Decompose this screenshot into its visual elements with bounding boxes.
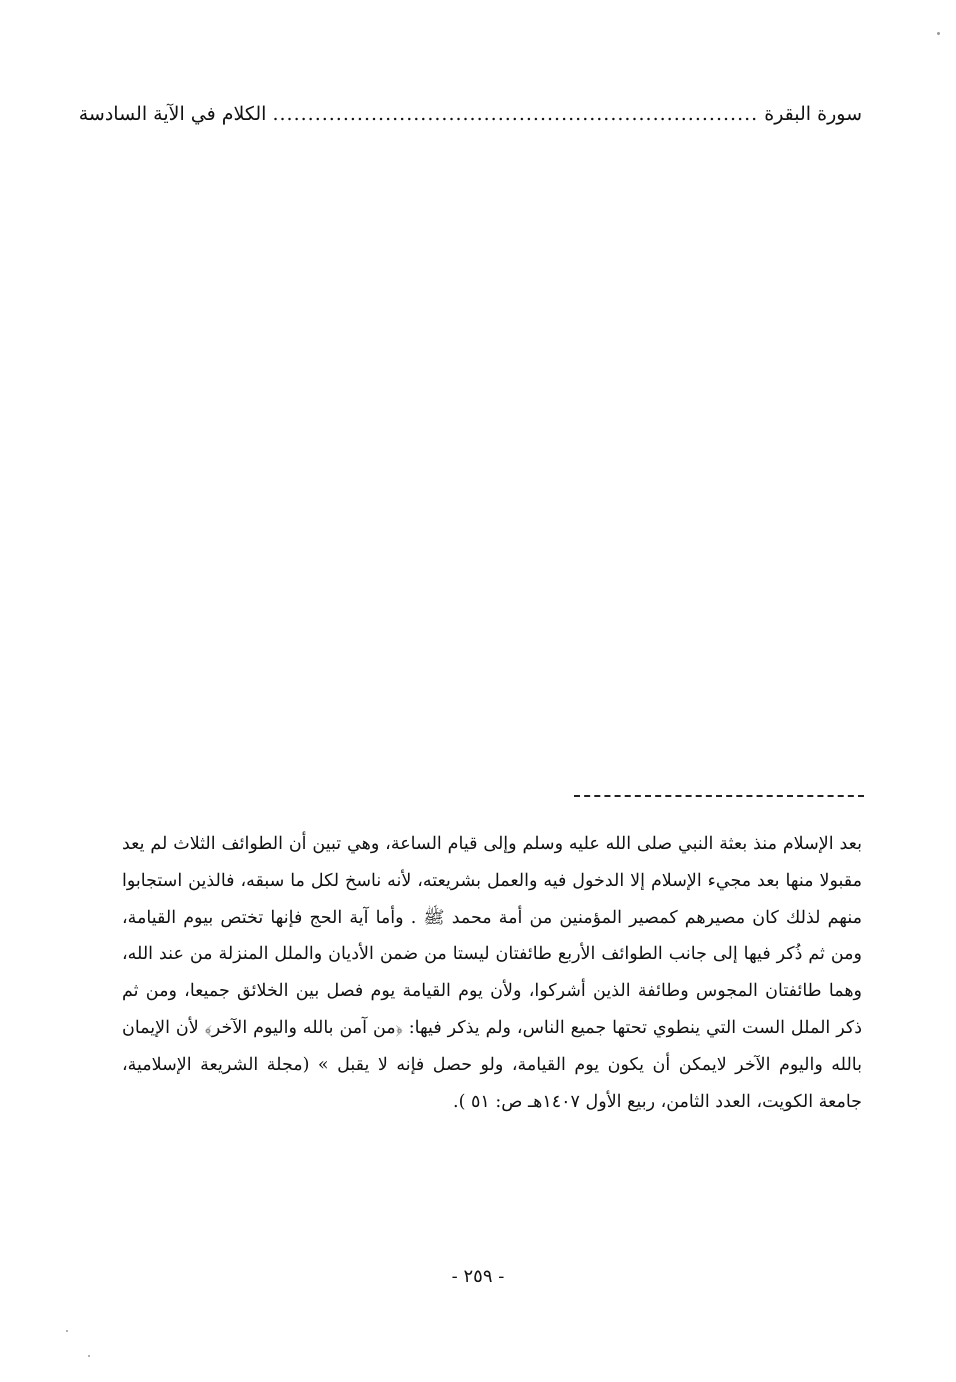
scan-speck-bottom-left (66, 1330, 68, 1332)
page-number: - ٢٥٩ - (451, 1266, 505, 1287)
header-surah-label: سورة البقرة (764, 103, 862, 125)
header-section-label: الكلام في الآية السادسة (78, 103, 267, 125)
scan-speck-bottom-left-2 (88, 1355, 90, 1357)
footnote-text: بعد الإسلام منذ بعثة النبي صلى الله عليه وسلم وإلى قيام الساعة، وهي تبين أن الطوائف الثلاث لم يعد مقبولا منها بعد مجيء الإسلام إلا الدخول فيه والعمل بشريعته، لأنه ناسخ لكل ما سبقه، فالذين استجابوا منهم لذلك كان مصيرهم كمصير المؤمنين من أمة محمد ﷺ . وأما آية الحج فإنها تختص بيوم القيامة، ومن ثم ذُكر فيها إلى جانب الطوائف الأربع طائفتان ليستا من ضمن الأديان والملل المنزلة من عند الله، وهما طائفتان المجوس وطائفة الذين أشركوا، ولأن يوم القيامة يوم فصل بين الخلائق جميعا، ومن ثم ذكر الملل الست التي ينطوي تحتها جميع الناس، ولم يذكر فيها: ﴿من آمن بالله واليوم الآخر﴾ لأن الإيمان بالله واليوم الآخر لايمكن أن يكون يوم القيامة، ولو حصل فإنه لا يقبل » (مجلة الشريعة الإسلامية، جامعة الكويت، العدد الثامن، ربيع الأول ١٤٠٧هـ ص: ٥١ ). (122, 834, 862, 1112)
header-dot-leader: ..................................................................... (272, 103, 759, 125)
scan-speck-top-right (937, 32, 940, 35)
running-header (78, 94, 862, 134)
footnote-separator (574, 795, 864, 797)
